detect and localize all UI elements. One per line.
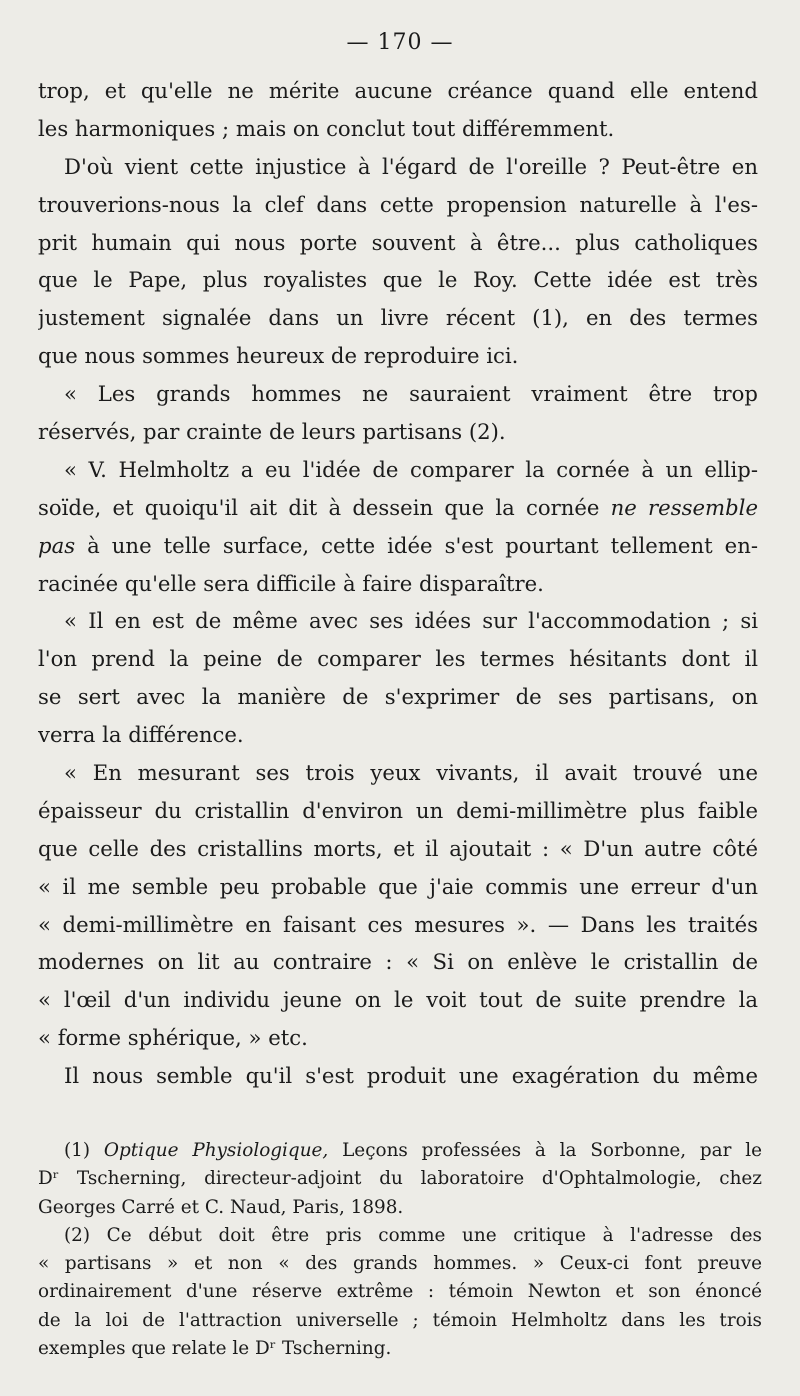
footnote-line: Dʳ Tscherning, directeur-adjoint du laboratoire d'Ophtalmologie, chez (38, 1168, 762, 1190)
text-line: verra la différence. (38, 722, 244, 748)
text-line: se sert avec la manière de s'exprimer de ses partisans, on (38, 684, 758, 710)
text-line: épaisseur du cristallin d'environ un demi-millimètre plus faible (38, 797, 758, 823)
footnote-marker: (1) (64, 1140, 104, 1161)
text-line: « V. Helmholtz a eu l'idée de comparer la cornée à un ellip- (64, 456, 758, 482)
text-segment: soïde, et quoiqu'il ait dit à dessein que la cornée (38, 494, 600, 520)
text-line: « Il en est de même avec ses idées sur l'accommodation ; si (64, 608, 758, 634)
text-line: que le Pape, plus royalistes que le Roy. Cette idée est très (38, 267, 758, 293)
text-line: D'où vient cette injustice à l'égard de l'oreille ? Peut-être en (64, 153, 758, 179)
text-segment: à une telle surface, cette idée s'est pourtant tellement en- (87, 532, 758, 558)
text-line: trop, et qu'elle ne mérite aucune créance quand elle entend (38, 78, 758, 103)
text-line: que nous sommes heureux de reproduire ici. (38, 343, 519, 369)
footnote-line (38, 1137, 762, 1165)
text-line: « l'œil d'un individu jeune on le voit tout de suite prendre la (38, 987, 758, 1013)
footnotes (38, 1137, 762, 1363)
footnote-line: « partisans » et non « des grands hommes. » Ceux-ci font preuve (38, 1253, 762, 1275)
text-line: prit humain qui nous porte souvent à être... plus catholiques (38, 229, 758, 255)
text-line: Il nous semble qu'il s'est produit une exagération du même (64, 1063, 758, 1089)
text-line (38, 489, 758, 527)
footnote-line: Georges Carré et C. Naud, Paris, 1898. (38, 1196, 404, 1218)
footnote-line: exemples que relate le Dʳ Tscherning. (38, 1338, 392, 1360)
footnote-line: de la loi de l'attraction universelle ; témoin Helmholtz dans les trois (38, 1309, 762, 1331)
text-line: que celle des cristallins morts, et il ajoutait : « D'un autre côté (38, 835, 758, 861)
text-line: modernes on lit au contraire : « Si on enlève le cristallin de (38, 949, 758, 975)
text-line (38, 527, 758, 565)
italic-segment: ne ressemble (610, 494, 758, 520)
body-text (38, 72, 758, 1095)
page-number: — 170 — (346, 30, 454, 55)
text-line: l'on prend la peine de comparer les termes hésitants dont il (38, 646, 758, 672)
italic-segment: pas (38, 532, 76, 558)
text-line: « demi-millimètre en faisant ces mesures ». — Dans les traités (38, 911, 758, 937)
text-line: « Les grands hommes ne sauraient vraiment être trop (64, 381, 758, 407)
text-line: « forme sphérique, » etc. (38, 1025, 308, 1051)
text-line: les harmoniques ; mais on conclut tout différemment. (38, 115, 615, 141)
text-line: trouverions-nous la clef dans cette propension naturelle à l'es- (38, 191, 758, 217)
footnote-line: ordinairement d'une réserve extrême : témoin Newton et son énoncé (38, 1281, 762, 1303)
text-line: justement signalée dans un livre récent (1), en des termes (38, 305, 758, 331)
text-line: « il me semble peu probable que j'aie commis une erreur d'un (38, 873, 758, 899)
text-segment: Leçons professées à la Sorbonne, par le (328, 1140, 762, 1161)
text-line: « En mesurant ses trois yeux vivants, il avait trouvé une (64, 760, 758, 786)
text-line: racinée qu'elle sera difficile à faire disparaître. (38, 570, 544, 596)
text-line: réservés, par crainte de leurs partisans (2). (38, 419, 506, 445)
italic-segment: Optique Physiologique, (103, 1140, 329, 1161)
footnote-line: (2) Ce début doit être pris comme une critique à l'adresse des (64, 1224, 762, 1246)
